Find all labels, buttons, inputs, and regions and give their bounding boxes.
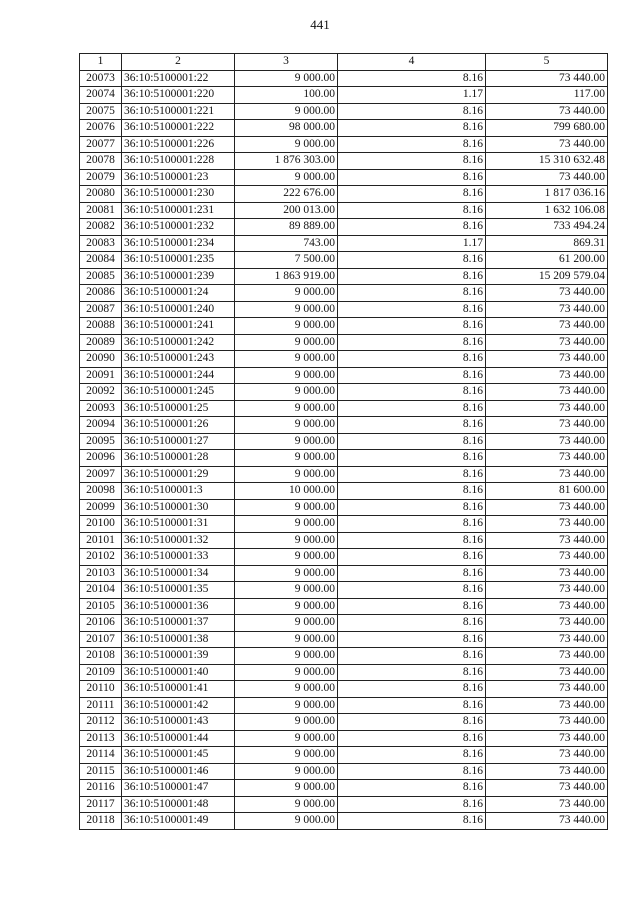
row-number-cell: 20082 [80, 219, 122, 236]
value-cell: 9 000.00 [235, 367, 338, 384]
rate-cell: 8.16 [338, 681, 486, 698]
amount-cell: 73 440.00 [486, 499, 608, 516]
amount-cell: 61 200.00 [486, 252, 608, 269]
amount-cell: 73 440.00 [486, 598, 608, 615]
table-row [80, 87, 608, 104]
rate-cell: 8.16 [338, 351, 486, 368]
value-cell: 9 000.00 [235, 450, 338, 467]
amount-cell: 117.00 [486, 87, 608, 104]
rate-cell: 8.16 [338, 384, 486, 401]
table-row [80, 103, 608, 120]
cadastral-number-cell: 36:10:5100001:24 [122, 285, 235, 302]
cadastral-number-cell: 36:10:5100001:49 [122, 813, 235, 830]
rate-cell: 1.17 [338, 87, 486, 104]
amount-cell: 869.31 [486, 235, 608, 252]
table-row [80, 433, 608, 450]
cadastral-number-cell: 36:10:5100001:26 [122, 417, 235, 434]
cadastral-number-cell: 36:10:5100001:230 [122, 186, 235, 203]
amount-cell: 73 440.00 [486, 697, 608, 714]
cadastral-number-cell: 36:10:5100001:34 [122, 565, 235, 582]
value-cell: 9 000.00 [235, 516, 338, 533]
amount-cell: 73 440.00 [486, 417, 608, 434]
value-cell: 9 000.00 [235, 499, 338, 516]
value-cell: 9 000.00 [235, 598, 338, 615]
value-cell: 89 889.00 [235, 219, 338, 236]
cadastral-number-cell: 36:10:5100001:244 [122, 367, 235, 384]
table-row [80, 697, 608, 714]
row-number-cell: 20106 [80, 615, 122, 632]
column-header: 3 [235, 54, 338, 71]
amount-cell: 73 440.00 [486, 318, 608, 335]
rate-cell: 8.16 [338, 202, 486, 219]
amount-cell: 73 440.00 [486, 615, 608, 632]
table-row [80, 334, 608, 351]
cadastral-number-cell: 36:10:5100001:232 [122, 219, 235, 236]
rate-cell: 8.16 [338, 664, 486, 681]
cadastral-number-cell: 36:10:5100001:231 [122, 202, 235, 219]
value-cell: 9 000.00 [235, 301, 338, 318]
amount-cell: 73 440.00 [486, 384, 608, 401]
cadastral-number-cell: 36:10:5100001:226 [122, 136, 235, 153]
rate-cell: 8.16 [338, 219, 486, 236]
cadastral-number-cell: 36:10:5100001:240 [122, 301, 235, 318]
row-number-cell: 20084 [80, 252, 122, 269]
row-number-cell: 20100 [80, 516, 122, 533]
amount-cell: 73 440.00 [486, 351, 608, 368]
value-cell: 9 000.00 [235, 417, 338, 434]
table-row [80, 417, 608, 434]
cadastral-number-cell: 36:10:5100001:23 [122, 169, 235, 186]
cadastral-number-cell: 36:10:5100001:43 [122, 714, 235, 731]
cadastral-number-cell: 36:10:5100001:35 [122, 582, 235, 599]
cadastral-number-cell: 36:10:5100001:32 [122, 532, 235, 549]
value-cell: 100.00 [235, 87, 338, 104]
table-row [80, 730, 608, 747]
value-cell: 222 676.00 [235, 186, 338, 203]
table-row [80, 813, 608, 830]
rate-cell: 8.16 [338, 499, 486, 516]
rate-cell: 8.16 [338, 417, 486, 434]
rate-cell: 8.16 [338, 697, 486, 714]
amount-cell: 15 209 579.04 [486, 268, 608, 285]
column-header: 5 [486, 54, 608, 71]
amount-cell: 73 440.00 [486, 730, 608, 747]
rate-cell: 8.16 [338, 549, 486, 566]
rate-cell: 8.16 [338, 615, 486, 632]
value-cell: 9 000.00 [235, 400, 338, 417]
table-row [80, 499, 608, 516]
amount-cell: 1 817 036.16 [486, 186, 608, 203]
amount-cell: 73 440.00 [486, 714, 608, 731]
table-row [80, 516, 608, 533]
cadastral-number-cell: 36:10:5100001:36 [122, 598, 235, 615]
row-number-cell: 20073 [80, 70, 122, 87]
table-row [80, 681, 608, 698]
row-number-cell: 20116 [80, 780, 122, 797]
rate-cell: 8.16 [338, 153, 486, 170]
row-number-cell: 20095 [80, 433, 122, 450]
amount-cell: 799 680.00 [486, 120, 608, 137]
row-number-cell: 20089 [80, 334, 122, 351]
amount-cell: 1 632 106.08 [486, 202, 608, 219]
rate-cell: 8.16 [338, 730, 486, 747]
amount-cell: 73 440.00 [486, 747, 608, 764]
table-row [80, 615, 608, 632]
value-cell: 9 000.00 [235, 714, 338, 731]
amount-cell: 73 440.00 [486, 780, 608, 797]
table-row [80, 219, 608, 236]
value-cell: 9 000.00 [235, 664, 338, 681]
row-number-cell: 20087 [80, 301, 122, 318]
cadastral-number-cell: 36:10:5100001:45 [122, 747, 235, 764]
table-row [80, 582, 608, 599]
cadastral-number-cell: 36:10:5100001:242 [122, 334, 235, 351]
column-header: 4 [338, 54, 486, 71]
rate-cell: 8.16 [338, 598, 486, 615]
amount-cell: 81 600.00 [486, 483, 608, 500]
table-row [80, 351, 608, 368]
rate-cell: 8.16 [338, 516, 486, 533]
table-row [80, 186, 608, 203]
column-header: 2 [122, 54, 235, 71]
rate-cell: 8.16 [338, 103, 486, 120]
table-body [80, 70, 608, 829]
amount-cell: 73 440.00 [486, 169, 608, 186]
amount-cell: 73 440.00 [486, 285, 608, 302]
value-cell: 9 000.00 [235, 384, 338, 401]
rate-cell: 8.16 [338, 400, 486, 417]
value-cell: 9 000.00 [235, 780, 338, 797]
cadastral-number-cell: 36:10:5100001:44 [122, 730, 235, 747]
row-number-cell: 20109 [80, 664, 122, 681]
table-row [80, 565, 608, 582]
cadastral-number-cell: 36:10:5100001:47 [122, 780, 235, 797]
rate-cell: 8.16 [338, 186, 486, 203]
value-cell: 9 000.00 [235, 763, 338, 780]
row-number-cell: 20105 [80, 598, 122, 615]
cadastral-number-cell: 36:10:5100001:31 [122, 516, 235, 533]
amount-cell: 73 440.00 [486, 813, 608, 830]
row-number-cell: 20077 [80, 136, 122, 153]
row-number-cell: 20094 [80, 417, 122, 434]
table-row [80, 367, 608, 384]
table-row [80, 648, 608, 665]
row-number-cell: 20090 [80, 351, 122, 368]
amount-cell: 73 440.00 [486, 433, 608, 450]
amount-cell: 73 440.00 [486, 565, 608, 582]
table-row [80, 301, 608, 318]
row-number-cell: 20093 [80, 400, 122, 417]
data-table [79, 53, 608, 830]
table-row [80, 763, 608, 780]
rate-cell: 8.16 [338, 252, 486, 269]
amount-cell: 73 440.00 [486, 400, 608, 417]
rate-cell: 8.16 [338, 433, 486, 450]
cadastral-number-cell: 36:10:5100001:220 [122, 87, 235, 104]
rate-cell: 8.16 [338, 648, 486, 665]
row-number-cell: 20088 [80, 318, 122, 335]
amount-cell: 73 440.00 [486, 466, 608, 483]
cadastral-number-cell: 36:10:5100001:221 [122, 103, 235, 120]
cadastral-number-cell: 36:10:5100001:37 [122, 615, 235, 632]
amount-cell: 73 440.00 [486, 70, 608, 87]
cadastral-number-cell: 36:10:5100001:25 [122, 400, 235, 417]
cadastral-number-cell: 36:10:5100001:27 [122, 433, 235, 450]
rate-cell: 8.16 [338, 136, 486, 153]
row-number-cell: 20115 [80, 763, 122, 780]
rate-cell: 8.16 [338, 169, 486, 186]
column-header: 1 [80, 54, 122, 71]
row-number-cell: 20104 [80, 582, 122, 599]
row-number-cell: 20091 [80, 367, 122, 384]
row-number-cell: 20080 [80, 186, 122, 203]
row-number-cell: 20111 [80, 697, 122, 714]
value-cell: 9 000.00 [235, 466, 338, 483]
row-number-cell: 20076 [80, 120, 122, 137]
table-row [80, 549, 608, 566]
row-number-cell: 20118 [80, 813, 122, 830]
value-cell: 9 000.00 [235, 747, 338, 764]
row-number-cell: 20074 [80, 87, 122, 104]
value-cell: 743.00 [235, 235, 338, 252]
table-row [80, 598, 608, 615]
row-number-cell: 20114 [80, 747, 122, 764]
table-row [80, 532, 608, 549]
value-cell: 9 000.00 [235, 532, 338, 549]
rate-cell: 8.16 [338, 301, 486, 318]
rate-cell: 1.17 [338, 235, 486, 252]
table-row [80, 631, 608, 648]
rate-cell: 8.16 [338, 813, 486, 830]
amount-cell: 73 440.00 [486, 631, 608, 648]
row-number-cell: 20092 [80, 384, 122, 401]
value-cell: 9 000.00 [235, 813, 338, 830]
table-row [80, 664, 608, 681]
value-cell: 1 863 919.00 [235, 268, 338, 285]
row-number-cell: 20083 [80, 235, 122, 252]
amount-cell: 15 310 632.48 [486, 153, 608, 170]
amount-cell: 73 440.00 [486, 301, 608, 318]
table-row [80, 450, 608, 467]
amount-cell: 73 440.00 [486, 516, 608, 533]
row-number-cell: 20108 [80, 648, 122, 665]
table-row [80, 796, 608, 813]
cadastral-number-cell: 36:10:5100001:40 [122, 664, 235, 681]
row-number-cell: 20113 [80, 730, 122, 747]
rate-cell: 8.16 [338, 714, 486, 731]
rate-cell: 8.16 [338, 120, 486, 137]
rate-cell: 8.16 [338, 268, 486, 285]
rate-cell: 8.16 [338, 450, 486, 467]
value-cell: 9 000.00 [235, 103, 338, 120]
amount-cell: 73 440.00 [486, 450, 608, 467]
table-row [80, 747, 608, 764]
value-cell: 9 000.00 [235, 582, 338, 599]
value-cell: 9 000.00 [235, 334, 338, 351]
cadastral-number-cell: 36:10:5100001:228 [122, 153, 235, 170]
rate-cell: 8.16 [338, 483, 486, 500]
row-number-cell: 20086 [80, 285, 122, 302]
amount-cell: 73 440.00 [486, 582, 608, 599]
table-row [80, 714, 608, 731]
amount-cell: 733 494.24 [486, 219, 608, 236]
value-cell: 9 000.00 [235, 565, 338, 582]
value-cell: 9 000.00 [235, 70, 338, 87]
value-cell: 9 000.00 [235, 549, 338, 566]
cadastral-number-cell: 36:10:5100001:39 [122, 648, 235, 665]
cadastral-number-cell: 36:10:5100001:29 [122, 466, 235, 483]
cadastral-number-cell: 36:10:5100001:235 [122, 252, 235, 269]
row-number-cell: 20107 [80, 631, 122, 648]
row-number-cell: 20103 [80, 565, 122, 582]
rate-cell: 8.16 [338, 780, 486, 797]
amount-cell: 73 440.00 [486, 103, 608, 120]
value-cell: 9 000.00 [235, 318, 338, 335]
table-row [80, 318, 608, 335]
table-row [80, 384, 608, 401]
cadastral-number-cell: 36:10:5100001:28 [122, 450, 235, 467]
value-cell: 9 000.00 [235, 285, 338, 302]
value-cell: 9 000.00 [235, 615, 338, 632]
table-row [80, 252, 608, 269]
value-cell: 10 000.00 [235, 483, 338, 500]
value-cell: 9 000.00 [235, 169, 338, 186]
rate-cell: 8.16 [338, 796, 486, 813]
row-number-cell: 20075 [80, 103, 122, 120]
value-cell: 7 500.00 [235, 252, 338, 269]
row-number-cell: 20097 [80, 466, 122, 483]
rate-cell: 8.16 [338, 285, 486, 302]
amount-cell: 73 440.00 [486, 664, 608, 681]
value-cell: 9 000.00 [235, 681, 338, 698]
amount-cell: 73 440.00 [486, 532, 608, 549]
table-row [80, 466, 608, 483]
table-row [80, 285, 608, 302]
rate-cell: 8.16 [338, 631, 486, 648]
cadastral-number-cell: 36:10:5100001:30 [122, 499, 235, 516]
table-row [80, 483, 608, 500]
cadastral-number-cell: 36:10:5100001:41 [122, 681, 235, 698]
cadastral-number-cell: 36:10:5100001:3 [122, 483, 235, 500]
row-number-cell: 20081 [80, 202, 122, 219]
rate-cell: 8.16 [338, 466, 486, 483]
rate-cell: 8.16 [338, 70, 486, 87]
value-cell: 9 000.00 [235, 433, 338, 450]
value-cell: 9 000.00 [235, 730, 338, 747]
row-number-cell: 20102 [80, 549, 122, 566]
row-number-cell: 20112 [80, 714, 122, 731]
cadastral-number-cell: 36:10:5100001:243 [122, 351, 235, 368]
value-cell: 9 000.00 [235, 631, 338, 648]
table-row [80, 169, 608, 186]
row-number-cell: 20099 [80, 499, 122, 516]
rate-cell: 8.16 [338, 367, 486, 384]
cadastral-number-cell: 36:10:5100001:234 [122, 235, 235, 252]
table-header-row [80, 54, 608, 71]
value-cell: 98 000.00 [235, 120, 338, 137]
amount-cell: 73 440.00 [486, 136, 608, 153]
table-row [80, 268, 608, 285]
amount-cell: 73 440.00 [486, 334, 608, 351]
table-row [80, 235, 608, 252]
cadastral-number-cell: 36:10:5100001:42 [122, 697, 235, 714]
cadastral-number-cell: 36:10:5100001:239 [122, 268, 235, 285]
row-number-cell: 20079 [80, 169, 122, 186]
cadastral-number-cell: 36:10:5100001:46 [122, 763, 235, 780]
cadastral-number-cell: 36:10:5100001:38 [122, 631, 235, 648]
table-row [80, 120, 608, 137]
rate-cell: 8.16 [338, 582, 486, 599]
table-row [80, 400, 608, 417]
table-row [80, 202, 608, 219]
page-number: 441 [310, 17, 330, 32]
value-cell: 9 000.00 [235, 796, 338, 813]
row-number-cell: 20110 [80, 681, 122, 698]
amount-cell: 73 440.00 [486, 549, 608, 566]
cadastral-number-cell: 36:10:5100001:241 [122, 318, 235, 335]
row-number-cell: 20101 [80, 532, 122, 549]
amount-cell: 73 440.00 [486, 648, 608, 665]
row-number-cell: 20085 [80, 268, 122, 285]
row-number-cell: 20096 [80, 450, 122, 467]
value-cell: 9 000.00 [235, 136, 338, 153]
value-cell: 9 000.00 [235, 648, 338, 665]
value-cell: 9 000.00 [235, 697, 338, 714]
table-row [80, 780, 608, 797]
cadastral-number-cell: 36:10:5100001:33 [122, 549, 235, 566]
amount-cell: 73 440.00 [486, 796, 608, 813]
rate-cell: 8.16 [338, 334, 486, 351]
amount-cell: 73 440.00 [486, 681, 608, 698]
value-cell: 1 876 303.00 [235, 153, 338, 170]
rate-cell: 8.16 [338, 763, 486, 780]
amount-cell: 73 440.00 [486, 367, 608, 384]
rate-cell: 8.16 [338, 747, 486, 764]
table-row [80, 153, 608, 170]
amount-cell: 73 440.00 [486, 763, 608, 780]
cadastral-number-cell: 36:10:5100001:222 [122, 120, 235, 137]
rate-cell: 8.16 [338, 532, 486, 549]
cadastral-number-cell: 36:10:5100001:245 [122, 384, 235, 401]
row-number-cell: 20098 [80, 483, 122, 500]
value-cell: 9 000.00 [235, 351, 338, 368]
table-row [80, 70, 608, 87]
row-number-cell: 20117 [80, 796, 122, 813]
row-number-cell: 20078 [80, 153, 122, 170]
value-cell: 200 013.00 [235, 202, 338, 219]
cadastral-number-cell: 36:10:5100001:48 [122, 796, 235, 813]
rate-cell: 8.16 [338, 565, 486, 582]
cadastral-number-cell: 36:10:5100001:22 [122, 70, 235, 87]
rate-cell: 8.16 [338, 318, 486, 335]
table-row [80, 136, 608, 153]
